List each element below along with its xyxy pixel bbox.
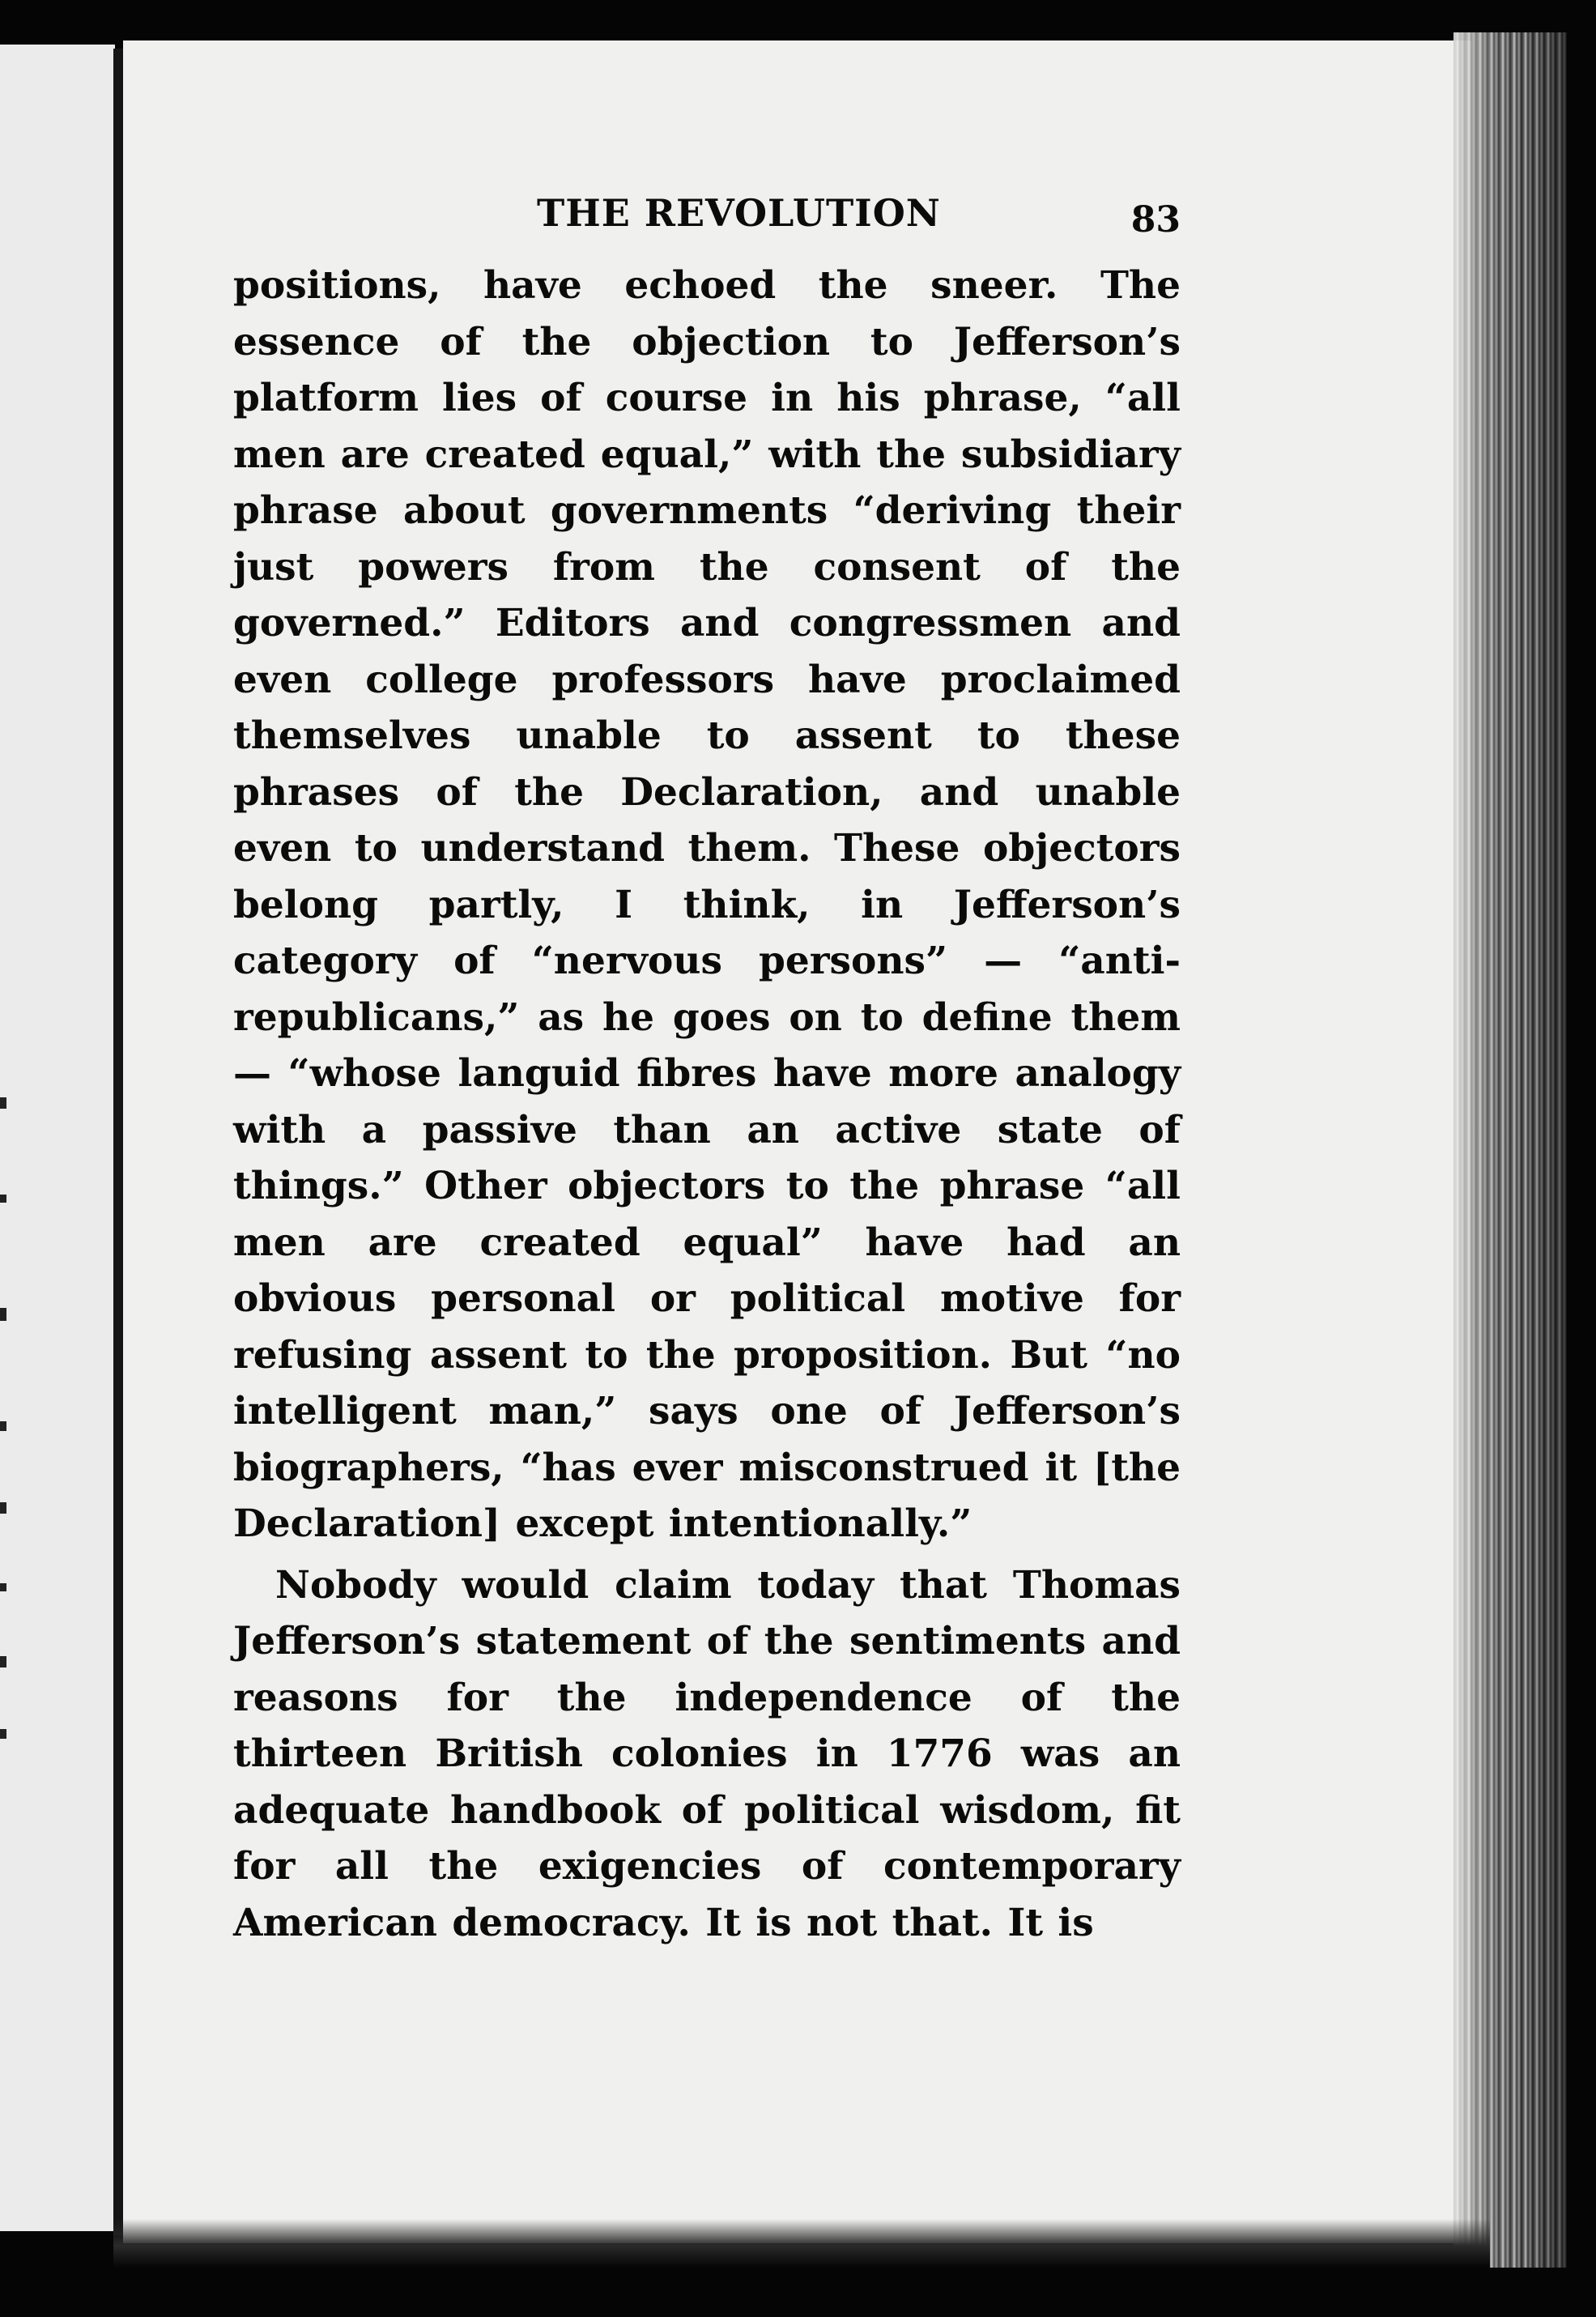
page-number: 83 xyxy=(1130,199,1181,241)
margin-mark xyxy=(0,1308,6,1321)
margin-mark xyxy=(0,1195,6,1203)
book-gutter xyxy=(113,49,123,2235)
running-header xyxy=(233,191,1181,258)
paragraph: positions, have echoed the sneer. The essence of the objection to Jefferson’s platform lies of course in his phrase, “all men are created equal,” with the subsidiary phrase about governments “deriving their just powers from the consent of the governed.” Editors and congressmen and even college professors have proclaimed themselves unable to assent to these phrases of the Declaration, and unable even to understand them. These objectors belong partly, I think, in Jefferson’s category of “nervous persons” — “anti-republicans,” as he goes on to define them — “whose languid fibres have more analogy with a passive than an active state of things.” Other objectors to the phrase “all men are created equal” have had an obvious personal or political motive for refusing assent to the proposition. But “no intelligent man,” says one of Jefferson’s biographers, “has ever misconstrued it [the Declaration] except intentionally.” xyxy=(233,263,1181,1546)
margin-mark xyxy=(0,1502,6,1514)
running-title: THE REVOLUTION xyxy=(537,191,941,235)
margin-mark xyxy=(0,1729,6,1739)
paragraph: Nobody would claim today that Thomas Jefferson’s statement of the sentiments and reasons for the independence of the thirteen British colonies in 1776 was an adequate handbook of political wisdom, fit for all the exigencies of contemporary American democracy. It is not that. It is xyxy=(233,1562,1181,1945)
page-bottom-edge xyxy=(113,2219,1490,2268)
margin-mark xyxy=(0,1656,6,1667)
margin-mark xyxy=(0,1097,6,1109)
page-text-block xyxy=(233,191,1181,1951)
fore-edge-shading xyxy=(1453,32,1567,2268)
margin-mark xyxy=(0,1583,6,1591)
previous-page-edge xyxy=(0,45,115,2231)
book-fore-edge xyxy=(1453,32,1567,2268)
margin-mark xyxy=(0,1421,6,1431)
